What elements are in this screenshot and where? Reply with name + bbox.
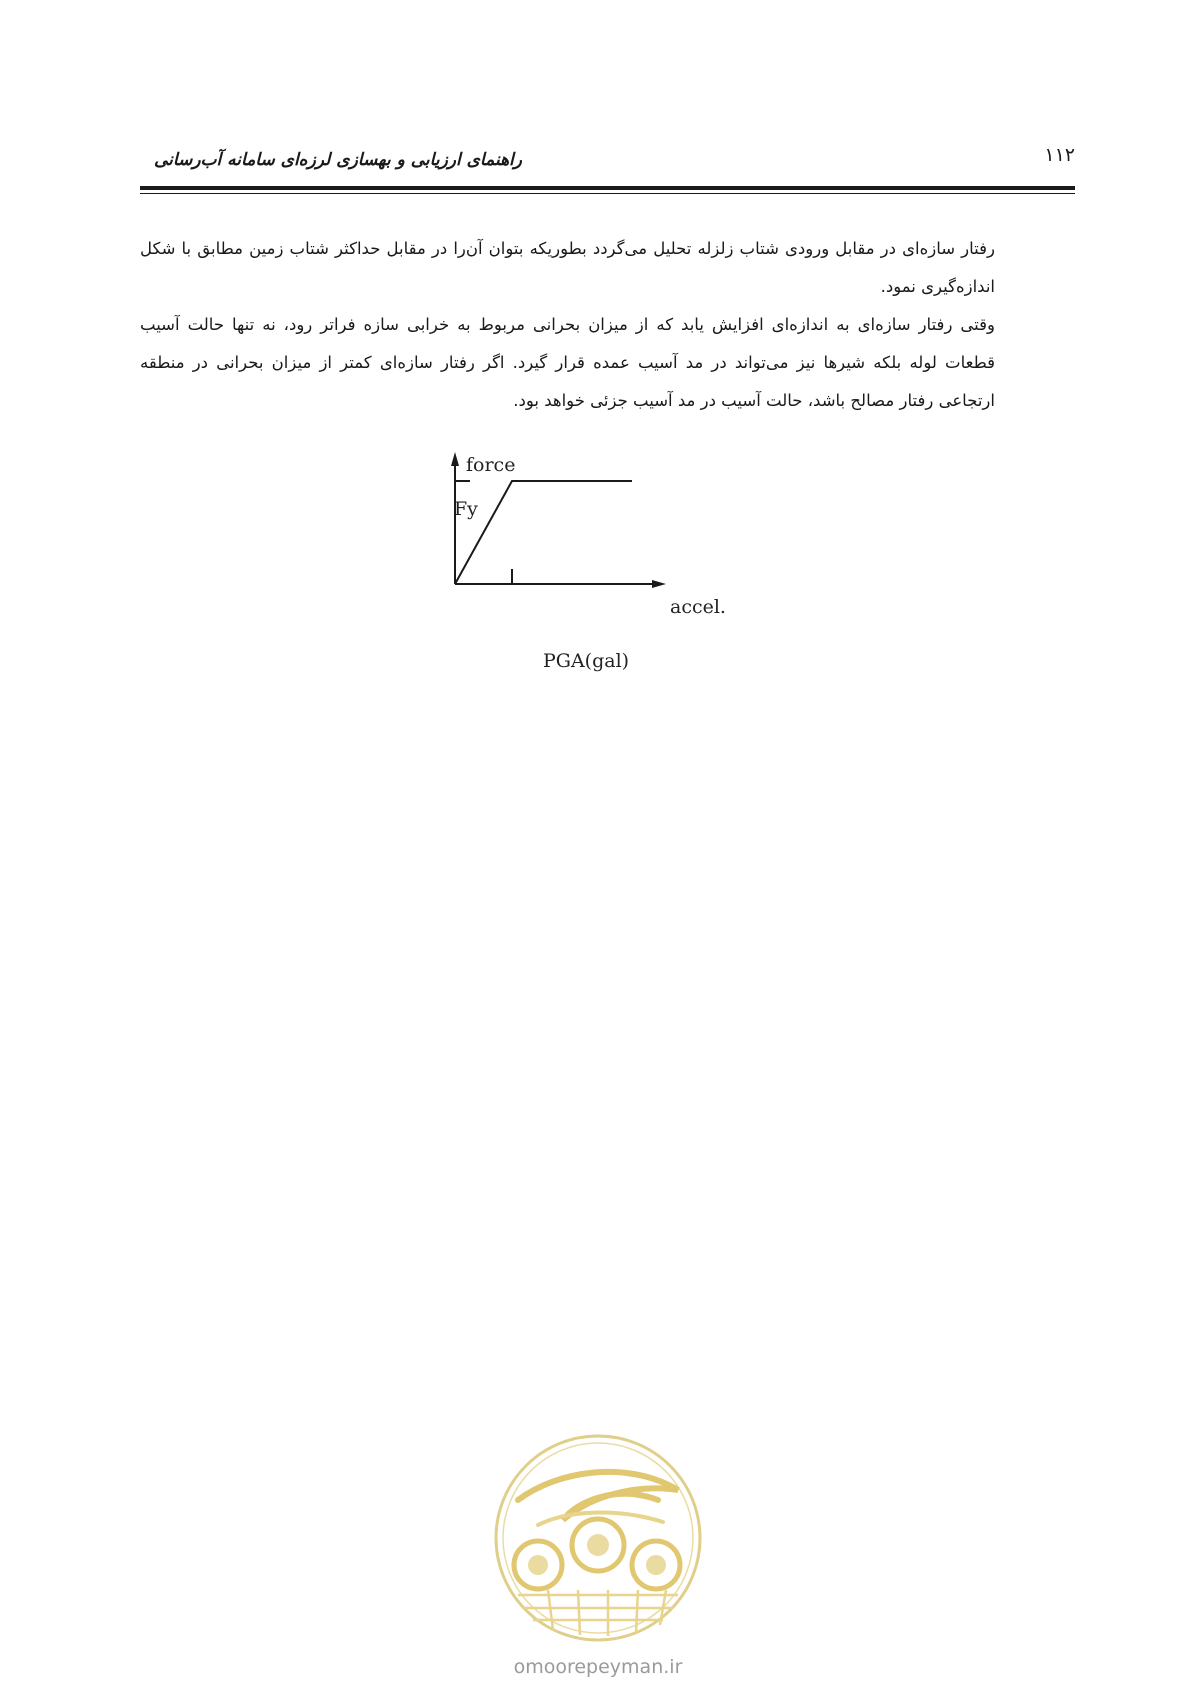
watermark-url: omoorepeyman.ir [513,1656,683,1678]
y-axis-arrow [451,452,459,466]
force-acceleration-figure [440,450,740,680]
body-text [140,230,995,420]
pga-label: PGA(gal) [543,650,630,672]
watermark-logo [478,1430,718,1652]
running-title: راهنمای ارزیابی و بهسازی لرزه‌ای سامانه آب‌رسانی [154,150,522,170]
header-rule-thin [140,193,1075,194]
page-header [140,140,1075,190]
x-axis-label: accel. [670,596,726,618]
x-axis-arrow [652,580,666,588]
page-number: ۱۱۲ [1044,144,1075,166]
paragraph-2: وقتی رفتار سازه‌ای به اندازه‌ای افزایش یابد که از میزان بحرانی مربوط به خرابی سازه فراتر رود، نه تنها حالت آسیب قطعات لوله بلکه شیرها نیز می‌تواند در مد آسیب عمده قرار گیرد. اگر رفتار سازه‌ای کمتر از میزان بحرانی در منطقه ارتجاعی رفتار مصالح باشد، حالت آسیب در مد آسیب جزئی خواهد بود. [140,315,995,410]
yield-label: Fy [454,498,478,520]
y-axis-label: force [466,454,516,476]
header-rule-thick [140,186,1075,190]
watermark-stamp [478,1430,718,1680]
force-curve [455,481,632,584]
paragraph-1: رفتار سازه‌ای در مقابل ورودی شتاب زلزله تحلیل می‌گردد بطوریکه بتوان آن‌را در مقابل حداکثر شتاب زمین مطابق با شکل اندازه‌گیری نمود. [140,239,995,296]
figure-graphic [440,450,740,680]
